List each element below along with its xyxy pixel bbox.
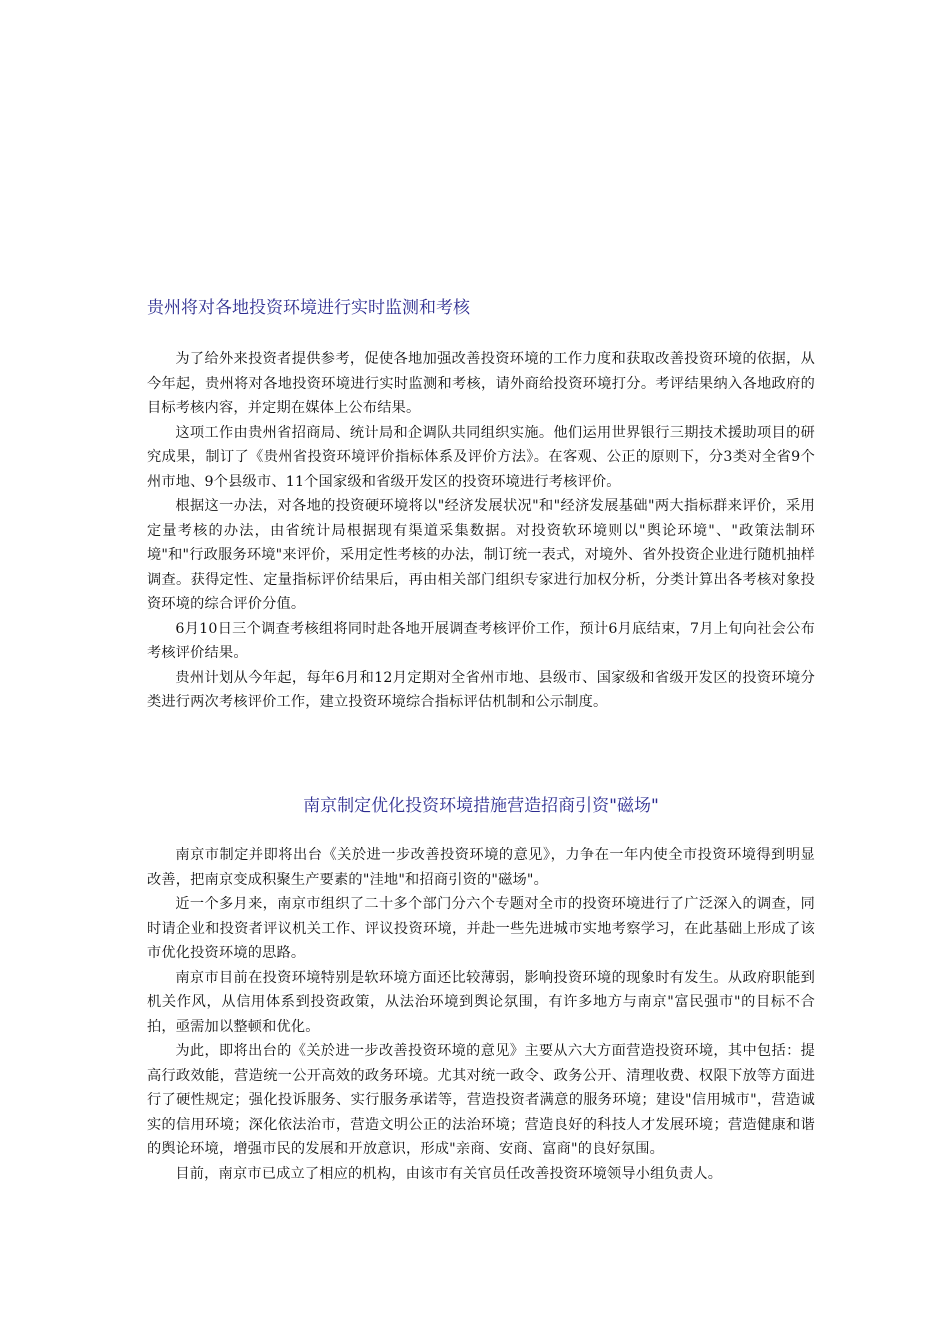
article-paragraph: 近一个多月来，南京市组织了二十多个部门分六个专题对全市的投资环境进行了广泛深入的调查，同时请企业和投资者评议机关工作、评议投资环境，并赴一些先进城市实地考察学习，在此基础上形成了该市优化投资环境的思路。 [147, 896, 815, 961]
article-title: 南京制定优化投资环境措施营造招商引资"磁场" [303, 796, 659, 816]
article-nanjing [147, 793, 815, 1186]
article-paragraph: 6月10日三个调查考核组将同时赴各地开展调查考核评价工作，预计6月底结束，7月上旬向社会公布考核评价结果。 [147, 620, 815, 661]
article-paragraph: 南京市目前在投资环境特别是软环境方面还比较薄弱，影响投资环境的现象时有发生。从政府职能到机关作风，从信用体系到投资政策，从法治环境到舆论氛围，有许多地方与南京"富民强市"的目标不合拍，亟需加以整顿和优化。 [147, 969, 815, 1035]
article-paragraph: 为此，即将出台的《关於进一步改善投资环境的意见》主要从六大方面营造投资环境，其中包括：提高行政效能，营造统一公开高效的政务环境。尤其对统一政令、政务公开、清理收费、权限下放等方面进行了硬性规定；强化投诉服务、实行服务承诺等，营造投资者满意的服务环境；建设"信用城市"，营造诚实的信用环境；深化依法治市，营造文明公正的法治环境；营造良好的科技人才发展环境；营造健康和谐的舆论环境，增强市民的发展和开放意识，形成"亲商、安商、富商"的良好氛围。 [147, 1043, 815, 1157]
article-paragraph: 目前，南京市已成立了相应的机构，由该市有关官员任改善投资环境领导小组负责人。 [175, 1165, 723, 1182]
article-body [147, 347, 815, 715]
article-paragraph: 这项工作由贵州省招商局、统计局和企调队共同组织实施。他们运用世界银行三期技术援助项目的研究成果，制订了《贵州省投资环境评价指标体系及评价方法》。在客观、公正的原则下，分3类对全省9个州市地、9个县级市、11个国家级和省级开发区的投资环境进行考核评价。 [147, 424, 815, 490]
article-paragraph: 为了给外来投资者提供参考，促使各地加强改善投资环境的工作力度和获取改善投资环境的依据，从今年起，贵州将对各地投资环境进行实时监测和考核，请外商给投资环境打分。考评结果纳入各地政府的目标考核内容，并定期在媒体上公布结果。 [147, 351, 815, 416]
article-paragraph: 南京市制定并即将出台《关於进一步改善投资环境的意见》，力争在一年内使全市投资环境得到明显改善，把南京变成积聚生产要素的"洼地"和招商引资的"磁场"。 [147, 847, 815, 888]
article-paragraph: 根据这一办法，对各地的投资硬环境将以"经济发展状况"和"经济发展基础"两大指标群来评价，采用定量考核的办法，由省统计局根据现有渠道采集数据。对投资软环境则以"舆论环境"、"政策法制环境"和"行政服务环境"来评价，采用定性考核的办法，制订统一表式，对境外、省外投资企业进行随机抽样调查。获得定性、定量指标评价结果后，再由相关部门组织专家进行加权分析，分类计算出各考核对象投资环境的综合评价分值。 [147, 498, 815, 612]
article-body [147, 843, 815, 1186]
article-paragraph: 贵州计划从今年起，每年6月和12月定期对全省州市地、县级市、国家级和省级开发区的投资环境分类进行两次考核评价工作，建立投资环境综合指标评估机制和公示制度。 [147, 669, 815, 710]
article-guizhou [147, 295, 815, 715]
article-title: 贵州将对各地投资环境进行实时监测和考核 [147, 298, 470, 318]
